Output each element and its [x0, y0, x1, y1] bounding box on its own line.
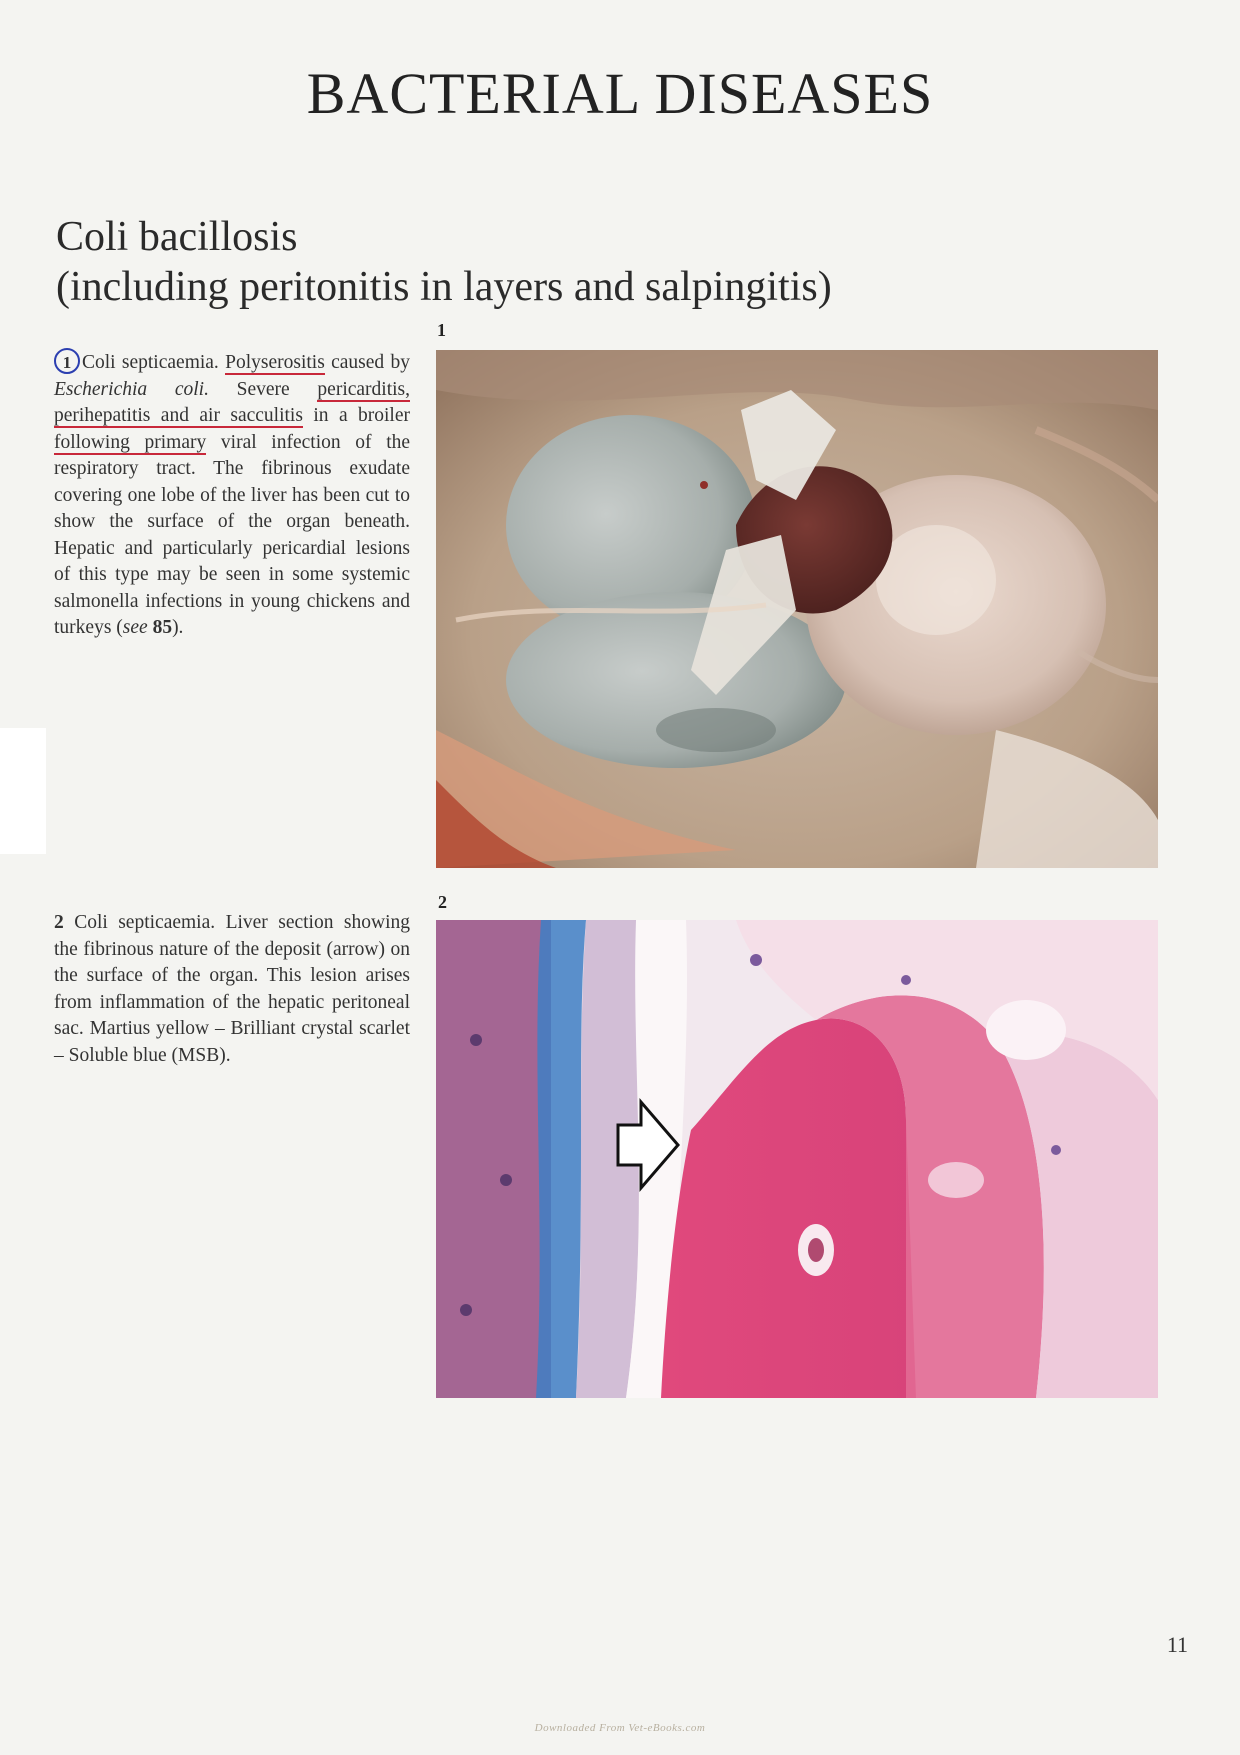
figure-2-number: 2	[438, 892, 447, 912]
annotation-underline: pericarditis,	[317, 378, 411, 400]
section-title-line2: (including peritonitis in layers and salpingitis)	[56, 264, 832, 310]
chapter-title: BACTERIAL DISEASES	[306, 61, 934, 126]
annotation-underline: following primary	[54, 431, 207, 453]
annotation-underline: perihepatitis and air sacculitis	[54, 405, 303, 426]
scan-artifact	[0, 728, 46, 854]
section-title-line1: Coli bacillosis	[56, 214, 298, 260]
figure-1-number: 1	[437, 320, 446, 340]
figure-1-photo-broiler-necropsy	[436, 350, 1158, 868]
annotation-underline: Polyserositis	[225, 352, 325, 373]
figure-2-caption-number: 2	[54, 912, 64, 933]
figure-2-caption: 2 Coli septicaemia. Liver section showing the fibrinous nature of the deposit (arrow) on the surface of the organ. This lesion arises from inflammation of the hepatic peritoneal sac. Martius yellow – Brilliant crystal scarlet – Soluble blue (MSB).	[54, 912, 410, 1066]
figure-1-caption: 1 Coli septicaemia. Polyserositis caused by Escherichia coli. Severe pericarditis, perihepatitis and air sacculitis in a broiler following primary viral infection of the respiratory tract. The fibrinous exudate covering one lobe of the liver has been cut to show the surface of the organ beneath. Hepatic and particularly pericardial lesions of this type may be seen in some systemic salmonella infections in young chickens and turkeys (see 85).	[54, 348, 410, 642]
section-title	[56, 212, 832, 312]
page-number: 11	[1166, 1632, 1188, 1657]
figure-1-caption-number: 1	[54, 348, 80, 374]
watermark: Downloaded From Vet-eBooks.com	[534, 1722, 706, 1734]
figure-2-photo-liver-section	[436, 920, 1158, 1398]
